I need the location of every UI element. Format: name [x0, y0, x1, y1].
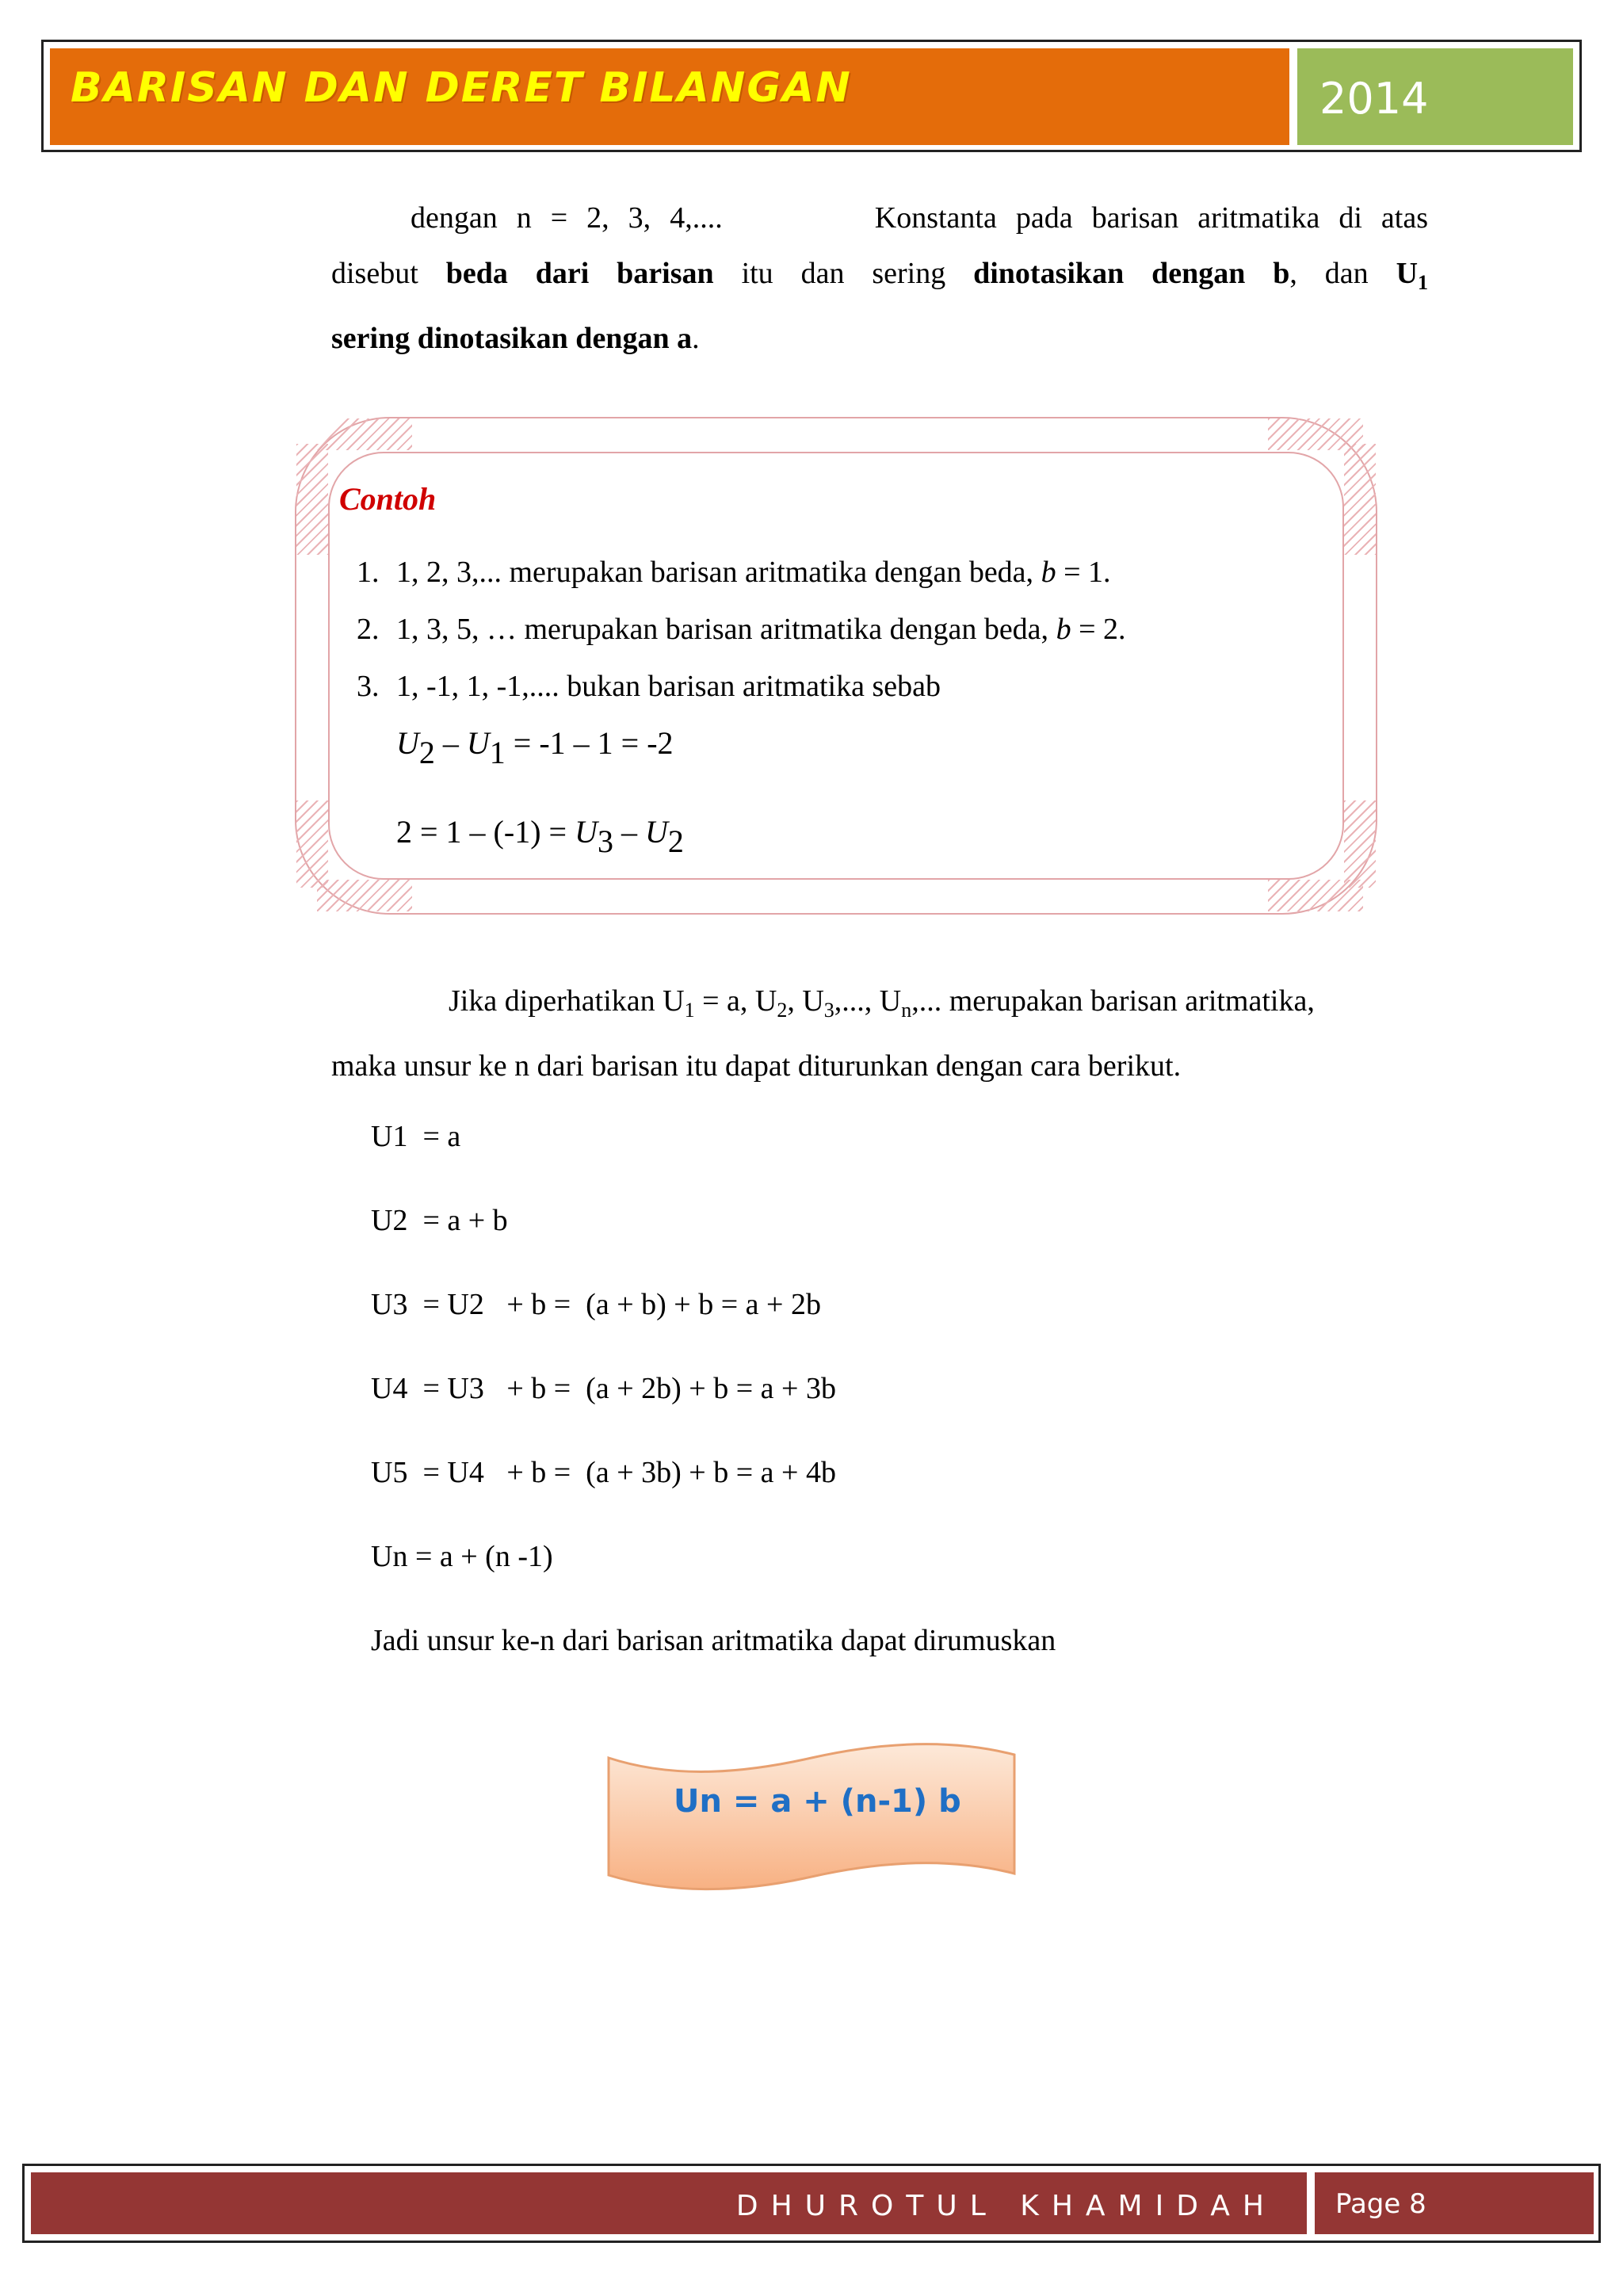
body-subscript: 3 [823, 999, 834, 1022]
example-equation-1 [396, 724, 674, 771]
example-item-2 [357, 612, 1126, 647]
intro-bold-term: U [1396, 257, 1419, 290]
math-subscript: 2 [667, 823, 684, 859]
derivation-line: U1 = a [371, 1120, 461, 1153]
math-variable: U [644, 814, 668, 850]
example-item-number: 1. [357, 556, 380, 589]
hatch-decoration [296, 800, 328, 888]
intro-text: . [692, 322, 700, 355]
math-subscript: 3 [597, 823, 613, 859]
math-variable: U [396, 725, 419, 761]
derivation-line: U5 = U4 + b = (a + 3b) + b = a + 4b [371, 1456, 836, 1489]
header-title-bar [50, 48, 1289, 145]
hatch-decoration [1344, 444, 1376, 555]
derivation-line: U3 = U2 + b = (a + b) + b = a + 2b [371, 1288, 821, 1321]
example-item-text: 1, -1, 1, -1,.... bukan barisan aritmatika sebab [396, 670, 941, 703]
body-paragraph [331, 973, 1428, 1094]
intro-text: dengan n = 2, 3, 4,.... [411, 201, 723, 235]
body-text: = a, U [694, 984, 777, 1018]
body-subscript: 1 [684, 999, 695, 1022]
hatch-decoration [317, 418, 412, 450]
body-line-1 [331, 973, 1428, 1038]
formula-text: Un = a + (n-1) b [674, 1783, 961, 1820]
math-operator: – [613, 814, 645, 850]
example-item-variable: b [1056, 613, 1071, 646]
intro-text: itu dan sering [741, 257, 946, 290]
example-item-tail: = 2. [1071, 613, 1126, 646]
example-equation-2 [396, 813, 684, 860]
math-expression: = -1 – 1 = -2 [505, 725, 674, 761]
example-item-number: 2. [357, 613, 380, 646]
header-year: 2014 [1319, 74, 1429, 124]
body-text: Jika diperhatikan U [449, 984, 685, 1018]
intro-bold-term: sering dinotasikan dengan a [331, 322, 693, 355]
math-subscript: 2 [418, 735, 435, 770]
intro-line-1 [331, 190, 1428, 246]
intro-text: disebut [331, 257, 418, 290]
hatch-decoration [296, 444, 328, 555]
derivation-line: U2 = a + b [371, 1204, 508, 1237]
intro-subscript: 1 [1418, 271, 1429, 294]
example-item-variable: b [1041, 556, 1056, 589]
example-item-1 [357, 555, 1111, 590]
footer-page-box [1315, 2172, 1594, 2234]
example-title: Contoh [339, 481, 437, 517]
body-subscript: 2 [777, 999, 788, 1022]
page-number: Page 8 [1335, 2188, 1426, 2220]
page-footer [22, 2164, 1601, 2243]
body-line-2: maka unsur ke n dari barisan itu dapat diturunkan dengan cara berikut. [331, 1049, 1182, 1083]
intro-line-3 [331, 311, 1428, 366]
header-year-box [1297, 48, 1573, 145]
body-text: ,... merupakan barisan aritmatika, [911, 984, 1315, 1018]
example-item-text: 1, 3, 5, … merupakan barisan aritmatika dengan beda, [396, 613, 1049, 646]
derivation-line: Un = a + (n -1) [371, 1540, 553, 1573]
example-item-number: 3. [357, 670, 380, 703]
math-variable: U [575, 814, 598, 850]
hatch-decoration [317, 880, 412, 911]
intro-line-2 [331, 246, 1428, 311]
header-title: BARISAN DAN DERET BILANGAN [71, 64, 852, 112]
intro-paragraph [331, 190, 1428, 366]
hatch-decoration [1344, 800, 1376, 888]
math-subscript: 1 [489, 735, 506, 770]
intro-text: Konstanta pada barisan aritmatika di atas [874, 201, 1428, 235]
page-header [41, 40, 1582, 152]
body-subscript: n [901, 999, 912, 1022]
intro-bold-term: dinotasikan dengan b [973, 257, 1290, 290]
derivation-line: U4 = U3 + b = (a + 2b) + b = a + 3b [371, 1372, 836, 1405]
math-expression: 2 = 1 – (-1) = [396, 814, 575, 850]
math-variable: U [466, 725, 490, 761]
hatch-decoration [1268, 880, 1363, 911]
derivation-conclusion: Jadi unsur ke-n dari barisan aritmatika dapat dirumuskan [371, 1624, 1056, 1657]
intro-text: , dan [1289, 257, 1369, 290]
example-item-text: 1, 2, 3,... merupakan barisan aritmatika dengan beda, [396, 556, 1034, 589]
math-operator: – [434, 725, 467, 761]
footer-author-bar [31, 2172, 1307, 2234]
body-text: , U [787, 984, 824, 1018]
example-item-tail: = 1. [1056, 556, 1111, 589]
body-text: ,..., U [834, 984, 902, 1018]
intro-bold-term: beda dari barisan [445, 257, 714, 290]
example-item-3 [357, 669, 941, 704]
footer-author: DHUROTUL KHAMIDAH [735, 2190, 1277, 2222]
